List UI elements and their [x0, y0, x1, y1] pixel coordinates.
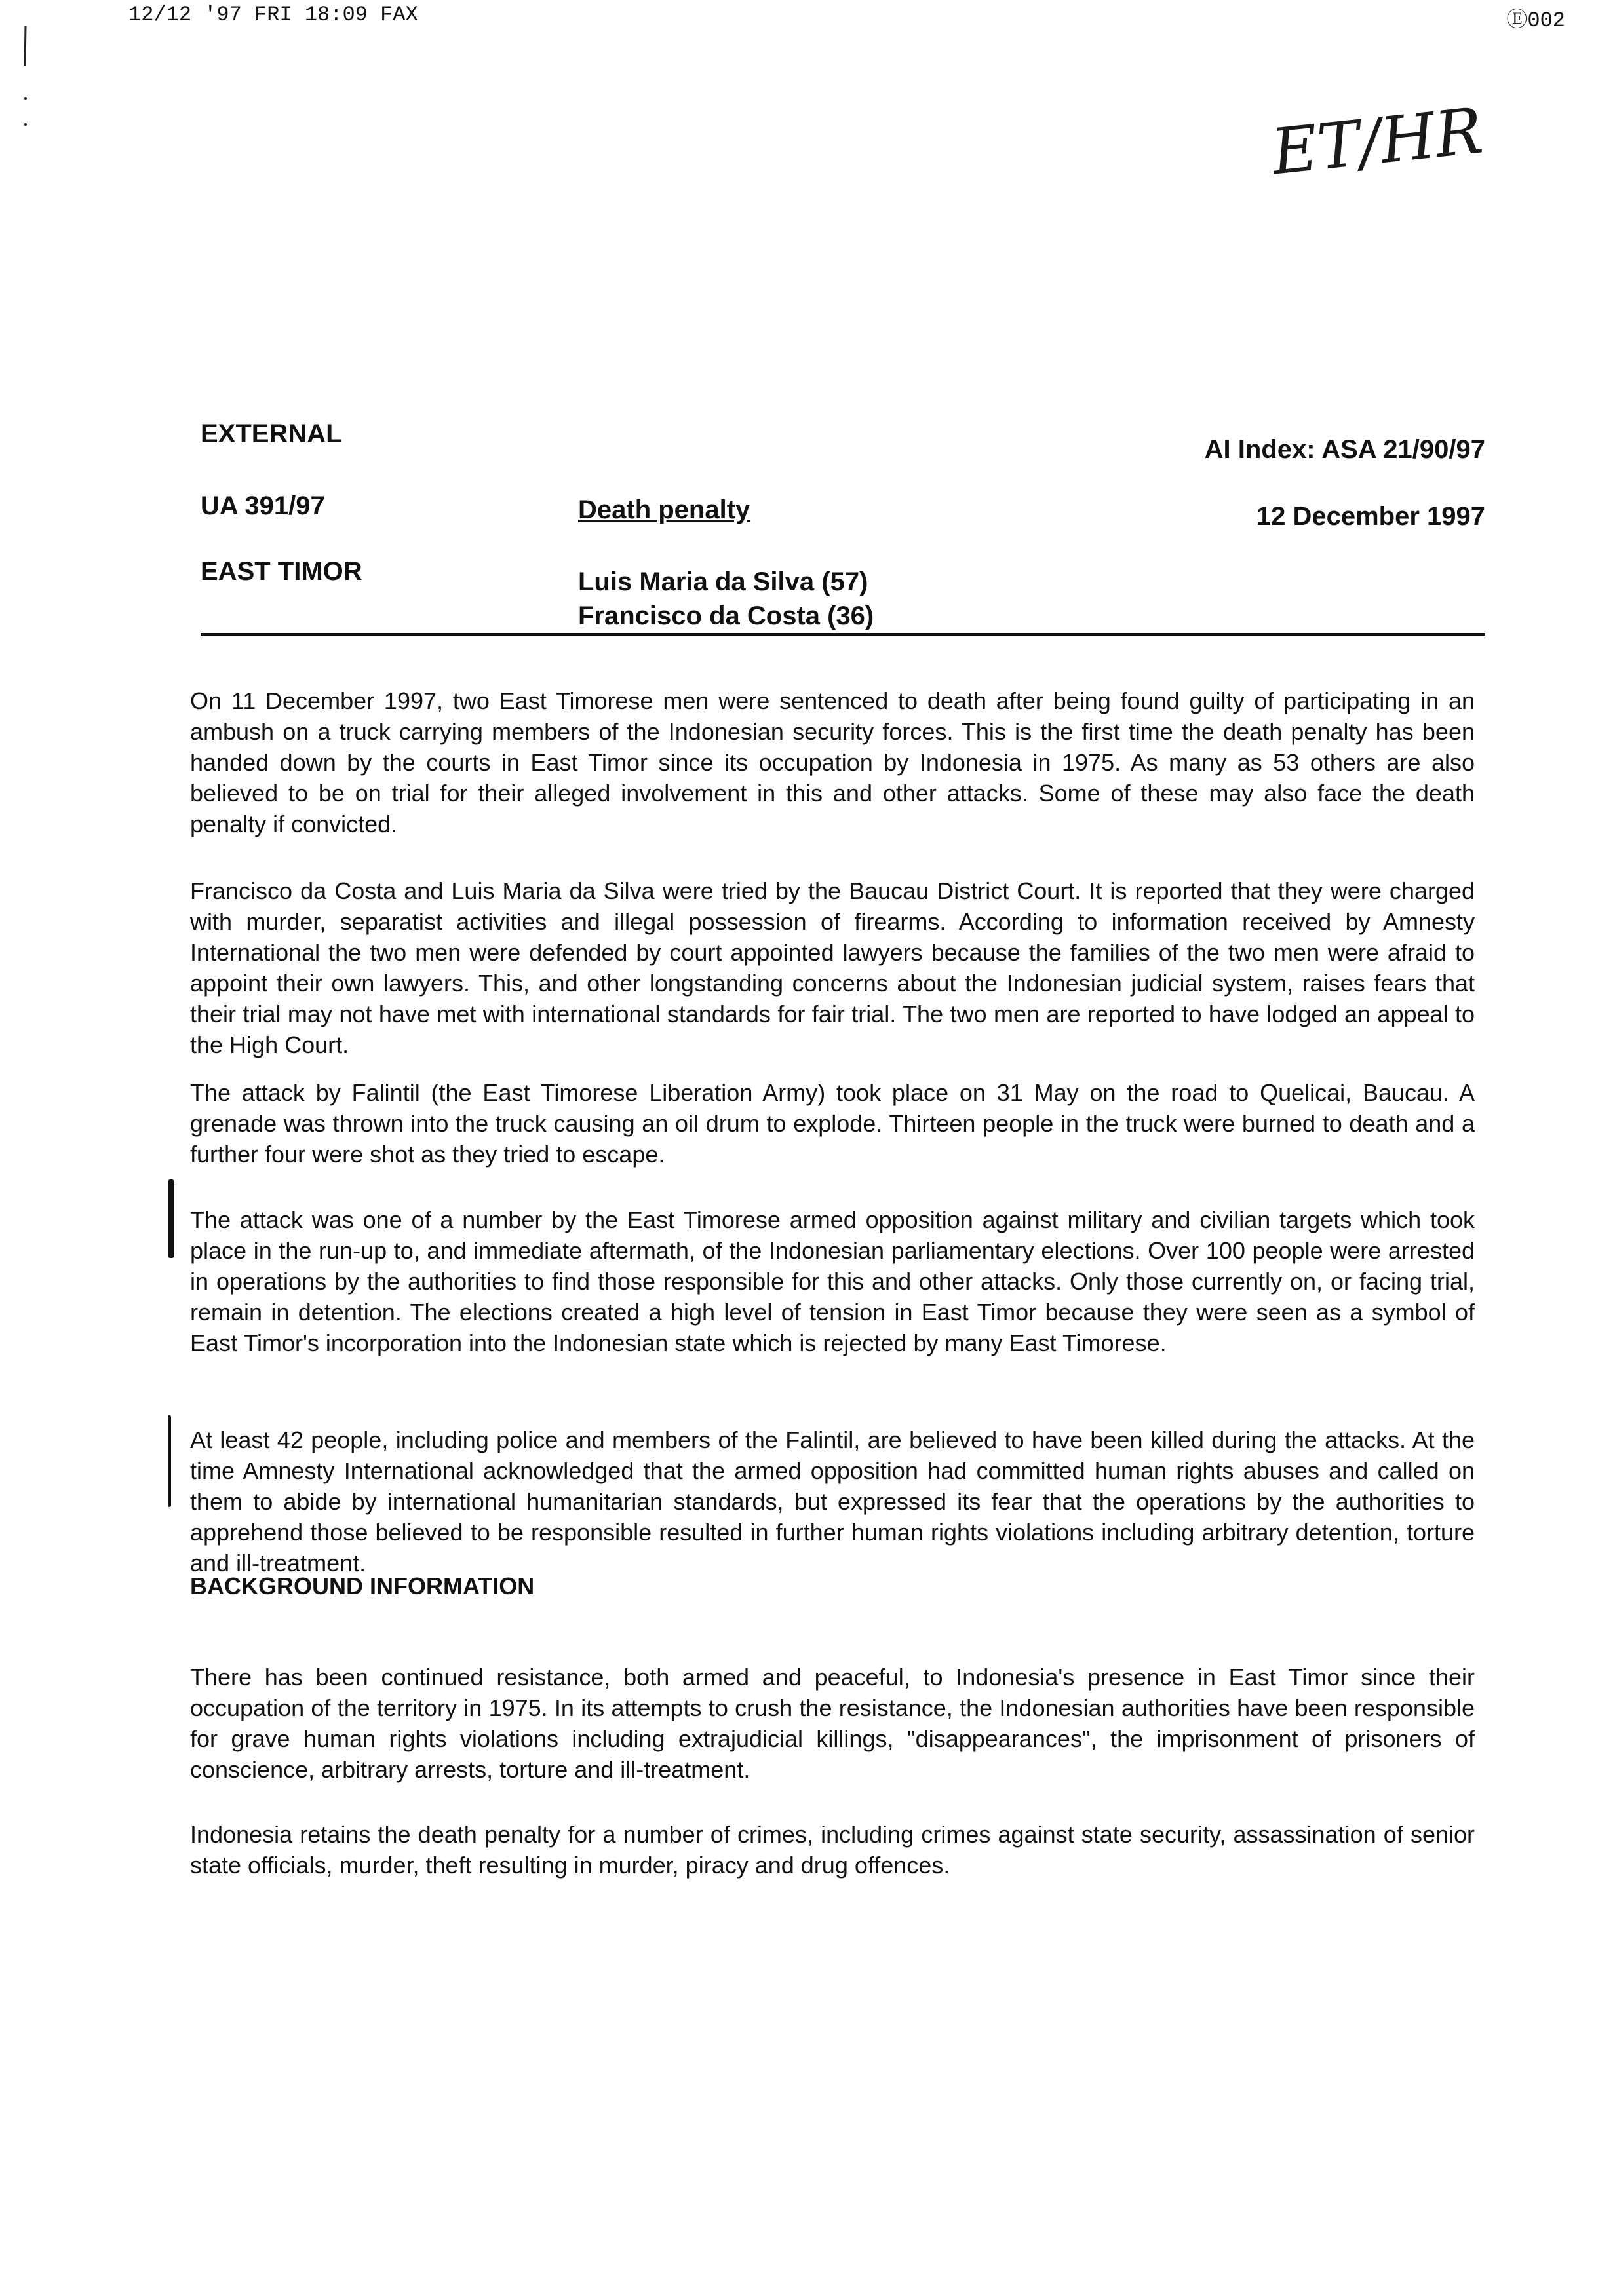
urgent-action-number: UA 391/97	[201, 491, 325, 520]
header-divider	[201, 633, 1485, 636]
paragraph: The attack by Falintil (the East Timorese Liberation Army) took place on 31 May on the road to Quelicai, Baucau. A grenade was thrown into the truck causing an oil drum to explode. Thirteen people in the truck were burned to death and a further four were shot as they tried to escape.	[190, 1079, 1475, 1168]
paragraph: Francisco da Costa and Luis Maria da Silva were tried by the Baucau District Court. It is reported that they were charged with murder, separatist activities and illegal possession of firearms. According to information received by Amnesty International the two men were defended by court appointed lawyers because the families of the two men were afraid to appoint their own lawyers. This, and other longstanding concerns about the Indonesian judicial system, raises fears that their trial may not have met with international standards for fair trial. The two men are reported to have lodged an appeal to the High Court.	[190, 877, 1475, 1058]
fax-transmission-line: 12/12 '97 FRI 18:09 FAX	[128, 3, 418, 27]
handwritten-note: ET/HR	[1268, 94, 1487, 189]
paragraph: Indonesia retains the death penalty for a number of crimes, including crimes against state security, assassination of senior state officials, murder, theft resulting in murder, piracy and drug offences.	[190, 1821, 1475, 1879]
margin-pen-mark	[24, 26, 28, 144]
ai-index: AI Index: ASA 21/90/97	[1204, 435, 1485, 464]
distribution-label: EXTERNAL	[201, 419, 342, 448]
section-heading: BACKGROUND INFORMATION	[190, 1573, 535, 1599]
fax-page-number: Ⓔ002	[1506, 9, 1565, 33]
paragraph: At least 42 people, including police and members of the Falintil, are believed to have been killed during the attacks. At the time Amnesty International acknowledged that the armed opposition had committed human rights abuses and called on them to abide by international humanitarian standards, but expressed its fear that the operations by the authorities to apprehend those believed to be responsible resulted in further human rights violations including arbitrary detention, torture and ill-treatment.	[190, 1426, 1475, 1577]
paragraph: On 11 December 1997, two East Timorese men were sentenced to death after being found guilty of participating in an ambush on a truck carrying members of the Indonesian security forces. This is the first time the death penalty has been handed down by the courts in East Timor since its occupation by Indonesia in 1975. As many as 53 others are also believed to be on trial for their alleged involvement in this and other attacks. Some of these may also face the death penalty if convicted.	[190, 687, 1475, 837]
paragraph: The attack was one of a number by the East Timorese armed opposition against military and civilian targets which took place in the run-up to, and immediate aftermath, of the Indonesian parliamentary elections. Over 100 people were arrested in operations by the authorities to find those responsible for this and other attacks. Only those currently on, or facing trial, remain in detention. The elections created a high level of tension in East Timor because they were seen as a symbol of East Timor's incorporation into the Indonesian state which is rejected by many East Timorese.	[190, 1206, 1475, 1356]
country-label: EAST TIMOR	[201, 557, 362, 586]
document-header	[201, 419, 1485, 629]
fax-header	[128, 3, 1565, 34]
subject-name: Francisco da Costa (36)	[578, 602, 874, 630]
paragraph: There has been continued resistance, both armed and peaceful, to Indonesia's presence in East Timor since their occupation of the territory in 1975. In its attempts to crush the resistance, the Indonesian authorities have been responsible for grave human rights violations including extrajudicial killings, "disappearances", the imprisonment of prisoners of conscience, arbitrary arrests, torture and ill-treatment.	[190, 1664, 1475, 1783]
subject-title: Death penalty	[578, 495, 750, 524]
subject-name: Luis Maria da Silva (57)	[578, 567, 868, 596]
margin-mark	[168, 1179, 174, 1258]
document-date: 12 December 1997	[1256, 502, 1485, 531]
margin-mark	[168, 1415, 171, 1507]
subject-names	[578, 565, 874, 633]
